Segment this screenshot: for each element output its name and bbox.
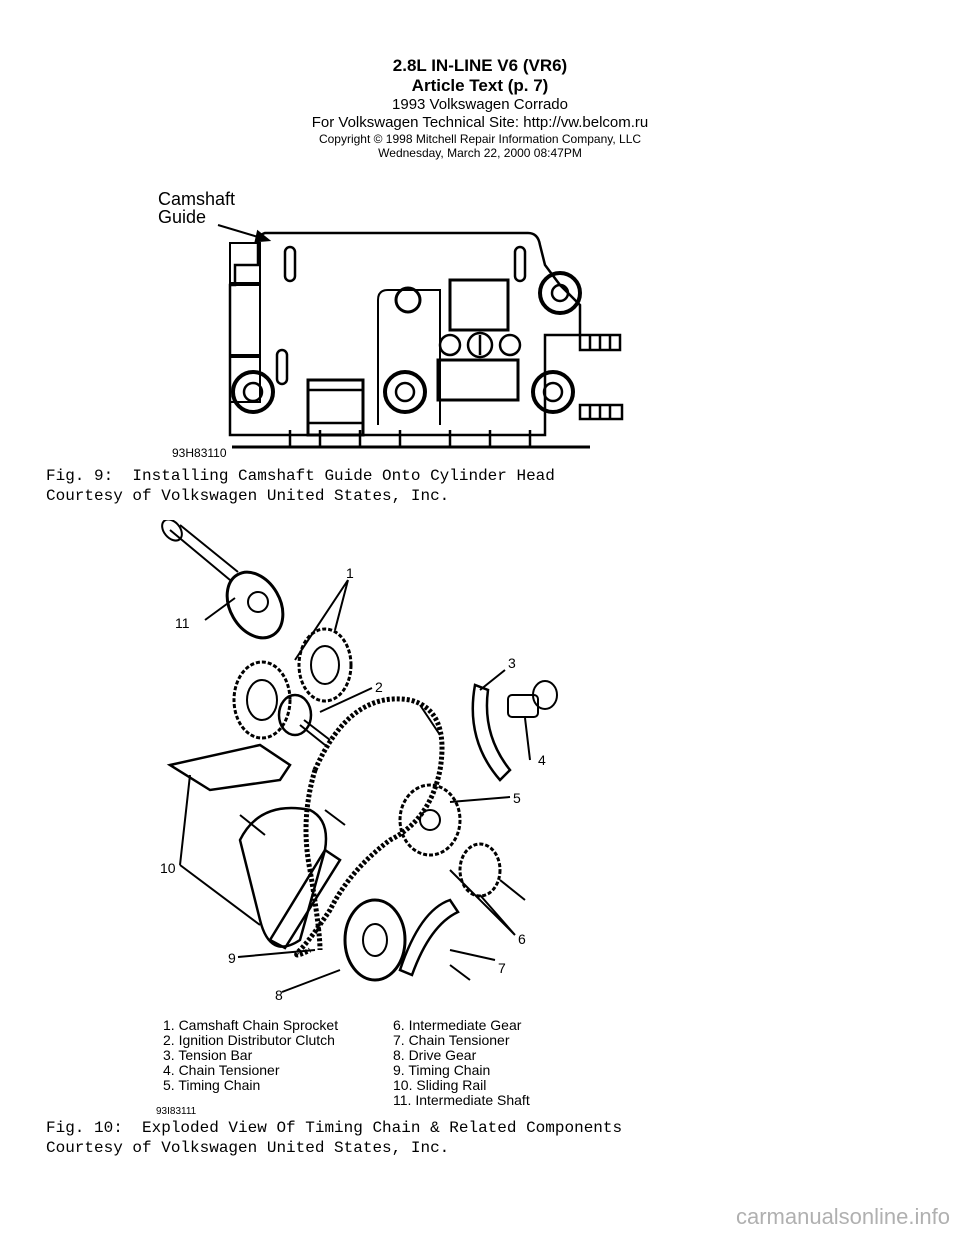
figure-10-illustration	[150, 520, 570, 1010]
legend-item: 7. Chain Tensioner	[393, 1032, 510, 1048]
callout-1: 1	[346, 565, 354, 581]
vehicle-line: 1993 Volkswagen Corrado	[392, 96, 568, 113]
callout-9: 9	[228, 950, 236, 966]
figure-10-caption: Fig. 10: Exploded View Of Timing Chain & Related Components	[46, 1119, 623, 1137]
figure-9-caption: Fig. 9: Installing Camshaft Guide Onto Cylinder Head	[46, 467, 555, 485]
date-line: Wednesday, March 22, 2000 08:47PM	[378, 146, 582, 160]
legend-item: 6. Intermediate Gear	[393, 1017, 522, 1033]
legend-item: 2. Ignition Distributor Clutch	[163, 1032, 335, 1048]
legend-item: 10. Sliding Rail	[393, 1077, 487, 1093]
figure-10-courtesy: Courtesy of Volkswagen United States, Inc.	[46, 1139, 450, 1157]
legend-left	[163, 1018, 338, 1093]
copyright-line: Copyright © 1998 Mitchell Repair Information Company, LLC	[318, 132, 642, 146]
callout-guide: Guide	[158, 207, 207, 227]
article-title: 2.8L IN-LINE V6 (VR6)	[392, 56, 568, 75]
page-header	[0, 56, 960, 160]
figure-10-code: 93I83111	[156, 1106, 197, 1117]
callout-4: 4	[538, 752, 546, 768]
watermark: carmanualsonline.info	[735, 1204, 950, 1229]
callout-11: 11	[175, 615, 190, 631]
legend-item: 4. Chain Tensioner	[163, 1062, 280, 1078]
figure-9-code: 93H83110	[172, 446, 227, 460]
legend-right	[393, 1018, 530, 1108]
callout-5: 5	[513, 790, 521, 806]
callout-10: 10	[160, 860, 176, 876]
article-subtitle: Article Text (p. 7)	[411, 76, 549, 95]
site-line: For Volkswagen Technical Site: http://vw.belcom.ru	[311, 114, 649, 131]
figure-9-illustration	[150, 185, 640, 460]
figure-9-courtesy: Courtesy of Volkswagen United States, Inc.	[46, 487, 450, 505]
legend-item: 11. Intermediate Shaft	[393, 1092, 530, 1108]
callout-2: 2	[375, 679, 383, 695]
callout-camshaft: Camshaft	[158, 189, 236, 209]
callout-8: 8	[275, 987, 283, 1003]
callout-6: 6	[518, 931, 526, 947]
legend-item: 8. Drive Gear	[393, 1047, 477, 1063]
legend-item: 5. Timing Chain	[163, 1077, 261, 1093]
callout-3: 3	[508, 655, 516, 671]
legend-item: 1. Camshaft Chain Sprocket	[163, 1017, 339, 1033]
callout-7: 7	[498, 960, 506, 976]
legend-item: 3. Tension Bar	[163, 1047, 253, 1063]
legend-item: 9. Timing Chain	[393, 1062, 491, 1078]
